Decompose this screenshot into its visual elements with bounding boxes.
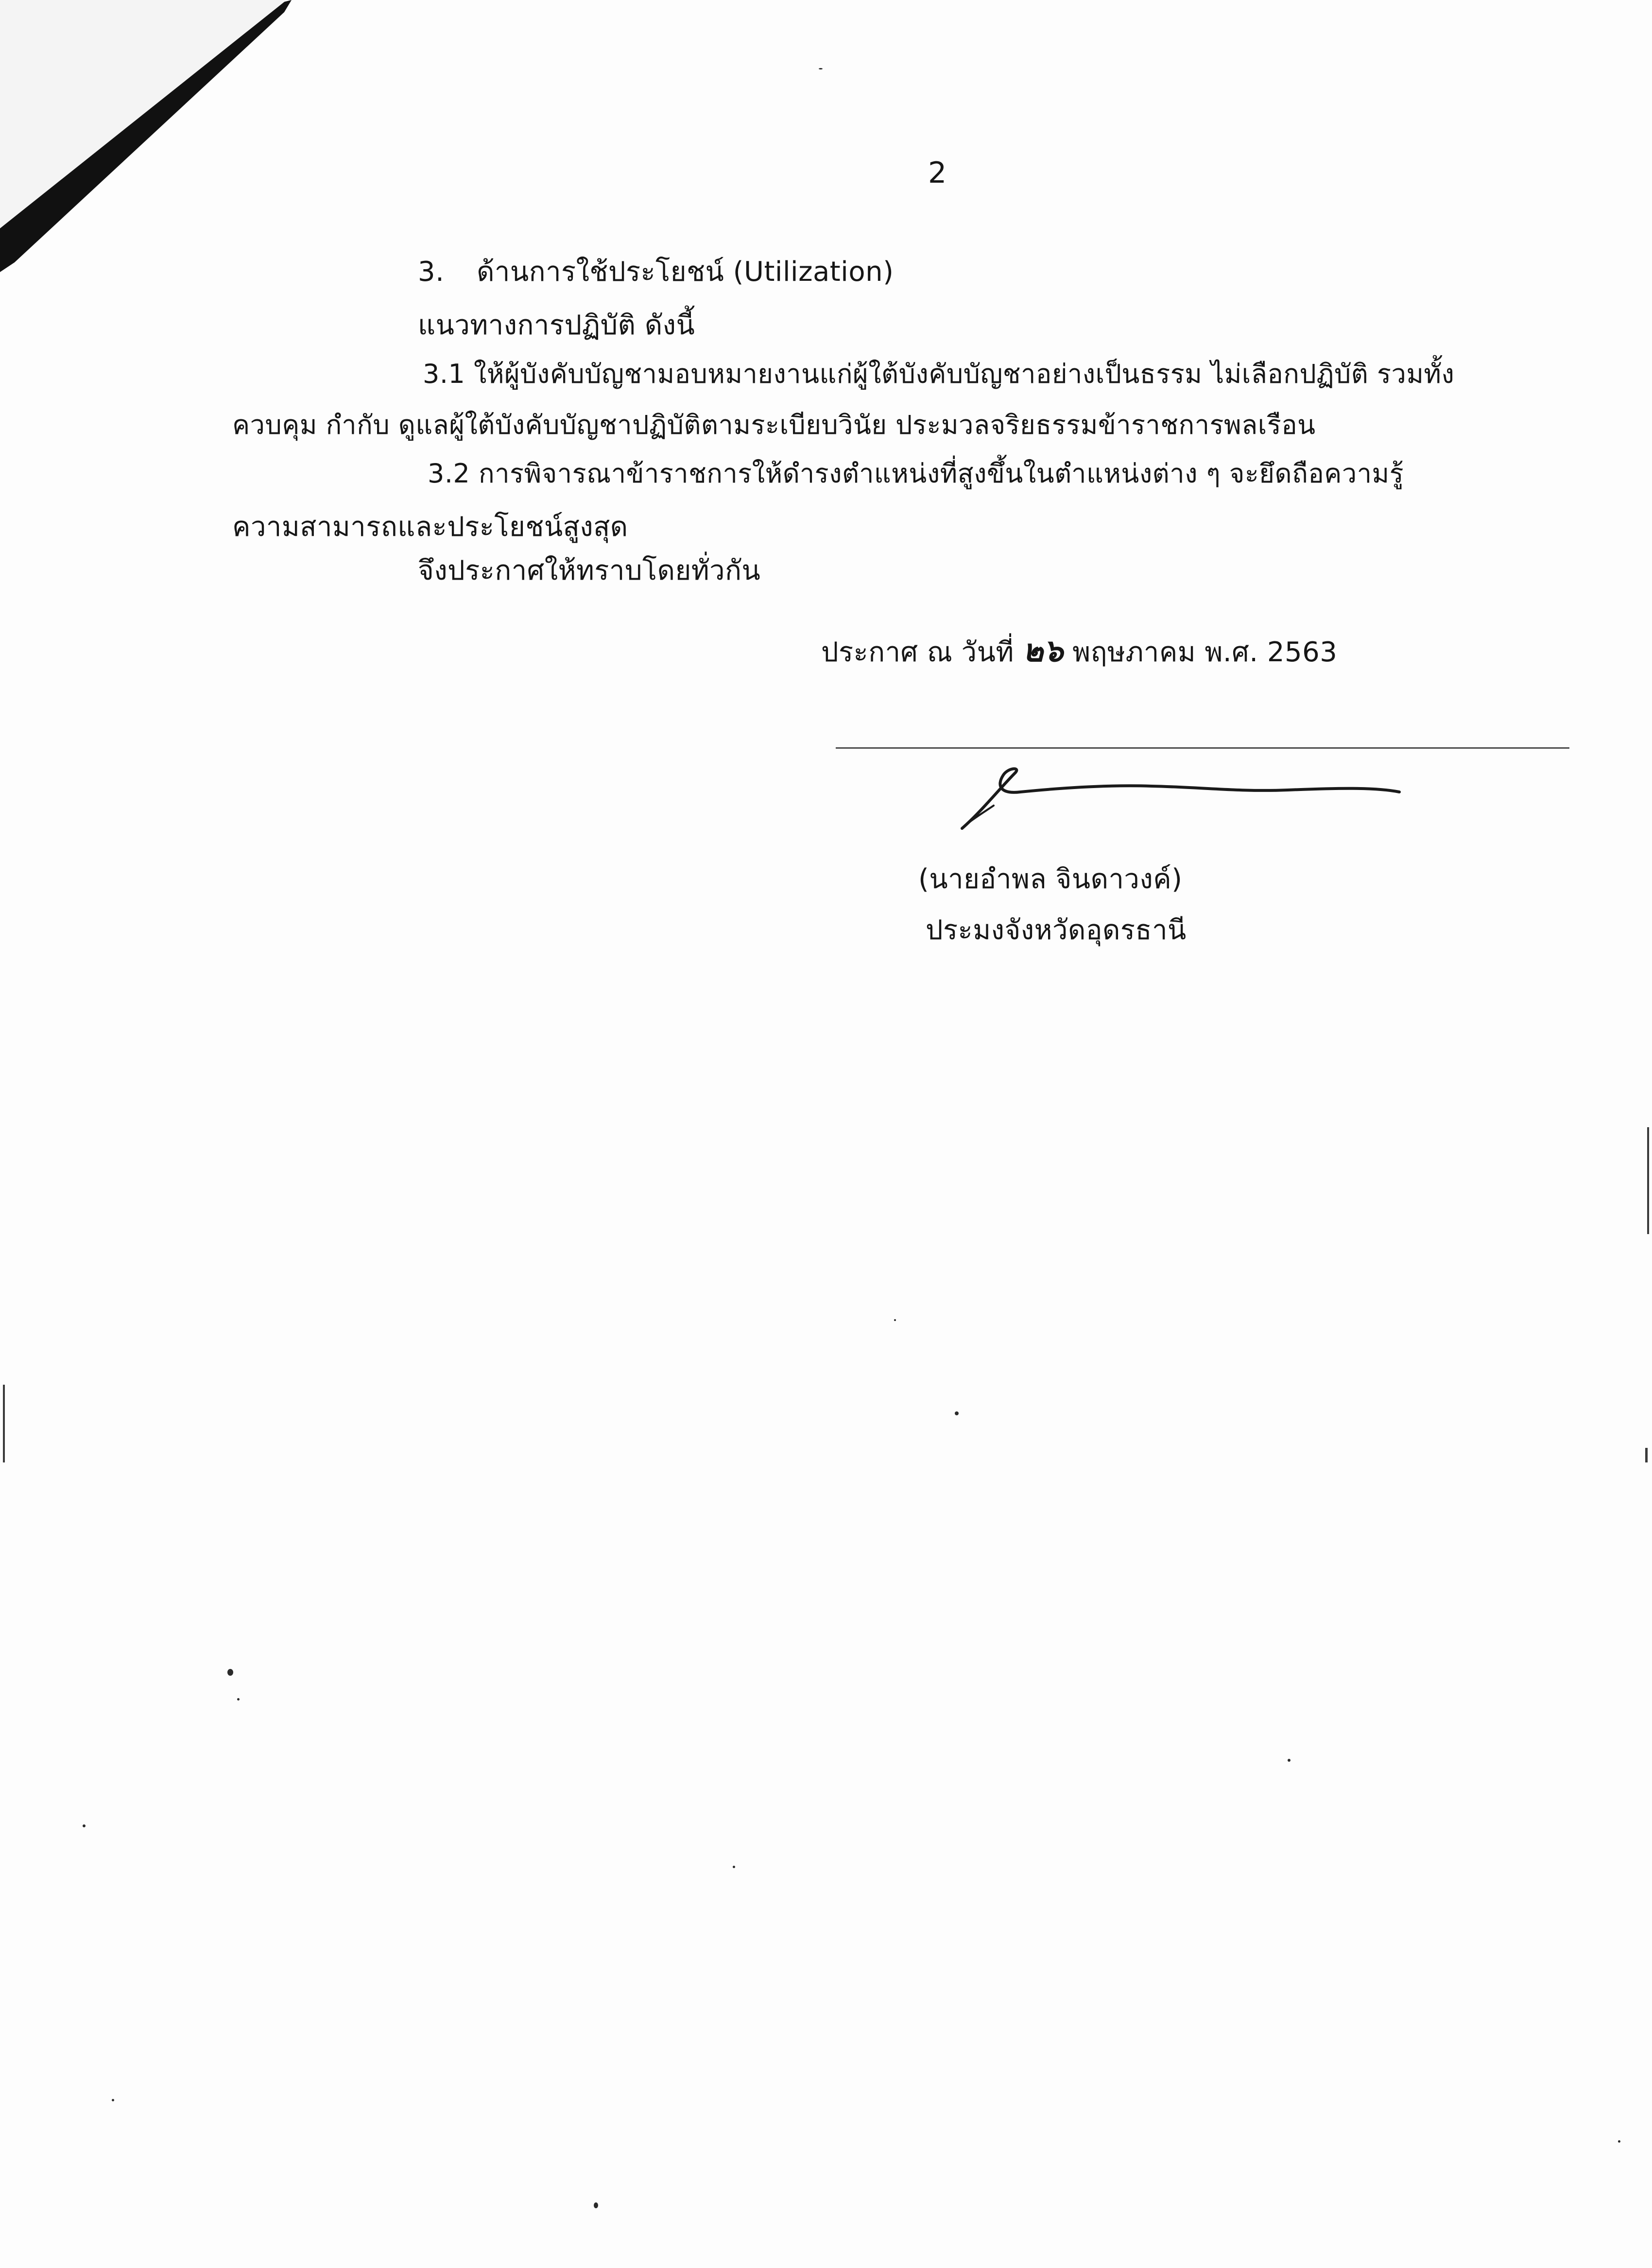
scan-edge-mark: [3, 1385, 5, 1462]
scan-speck: [112, 2099, 114, 2101]
scan-edge-mark: [1645, 1448, 1648, 1462]
scan-speck: [594, 2202, 598, 2208]
signatory-title: ประมงจังหวัดอุดรธานี: [926, 914, 1187, 946]
scan-speck: [819, 68, 823, 69]
scan-speck: [955, 1411, 959, 1415]
section-heading: [418, 253, 894, 292]
item-3-2-line-1: 3.2 การพิจารณาข้าราชการให้ดำรงตำแหน่งที่สูงขึ้นในตำแหน่งต่าง ๆ จะยึดถือความรู้: [428, 458, 1404, 489]
page-number: 2: [928, 156, 947, 190]
scan-speck: [733, 1866, 735, 1868]
scan-speck: [227, 1669, 233, 1676]
scan-speck: [1288, 1759, 1291, 1762]
announcement-date: [821, 632, 1337, 672]
item-3-2-line-2: ความสามารถและประโยชน์สูงสุด: [232, 511, 628, 543]
section-heading-text: ด้านการใช้ประโยชน์ (Utilization): [477, 256, 894, 288]
closing-statement: จึงประกาศให้ทราบโดยทั่วกัน: [418, 555, 761, 586]
signatory-name: (นายอำพล จินดาวงค์): [918, 863, 1183, 895]
date-prefix: ประกาศ ณ วันที่: [821, 636, 1014, 668]
scan-speck: [1618, 2140, 1620, 2143]
scan-speck: [894, 1319, 896, 1321]
guideline-intro: แนวทางการปฏิบัติ ดังนี้: [418, 309, 695, 341]
handwritten-signature: [947, 758, 1409, 841]
handwritten-day: ๒๖: [1023, 633, 1064, 669]
scan-edge-mark: [1647, 1127, 1649, 1234]
scan-speck: [83, 1824, 86, 1827]
scan-speck: [237, 1698, 240, 1701]
folded-corner-shadow: [0, 0, 292, 272]
section-heading-number: 3.: [418, 256, 445, 288]
date-suffix: พฤษภาคม พ.ศ. 2563: [1072, 636, 1338, 668]
item-3-1-line-2: ควบคุม กำกับ ดูแลผู้ใต้บังคับบัญชาปฏิบัติตามระเบียบวินัย ประมวลจริยธรรมข้าราชการพลเรือน: [232, 410, 1316, 440]
item-3-1-line-1: 3.1 ให้ผู้บังคับบัญชามอบหมายงานแก่ผู้ใต้บังคับบัญชาอย่างเป็นธรรม ไม่เลือกปฏิบัติ รวมทั้ง: [423, 359, 1455, 389]
signature-line: [836, 747, 1569, 749]
